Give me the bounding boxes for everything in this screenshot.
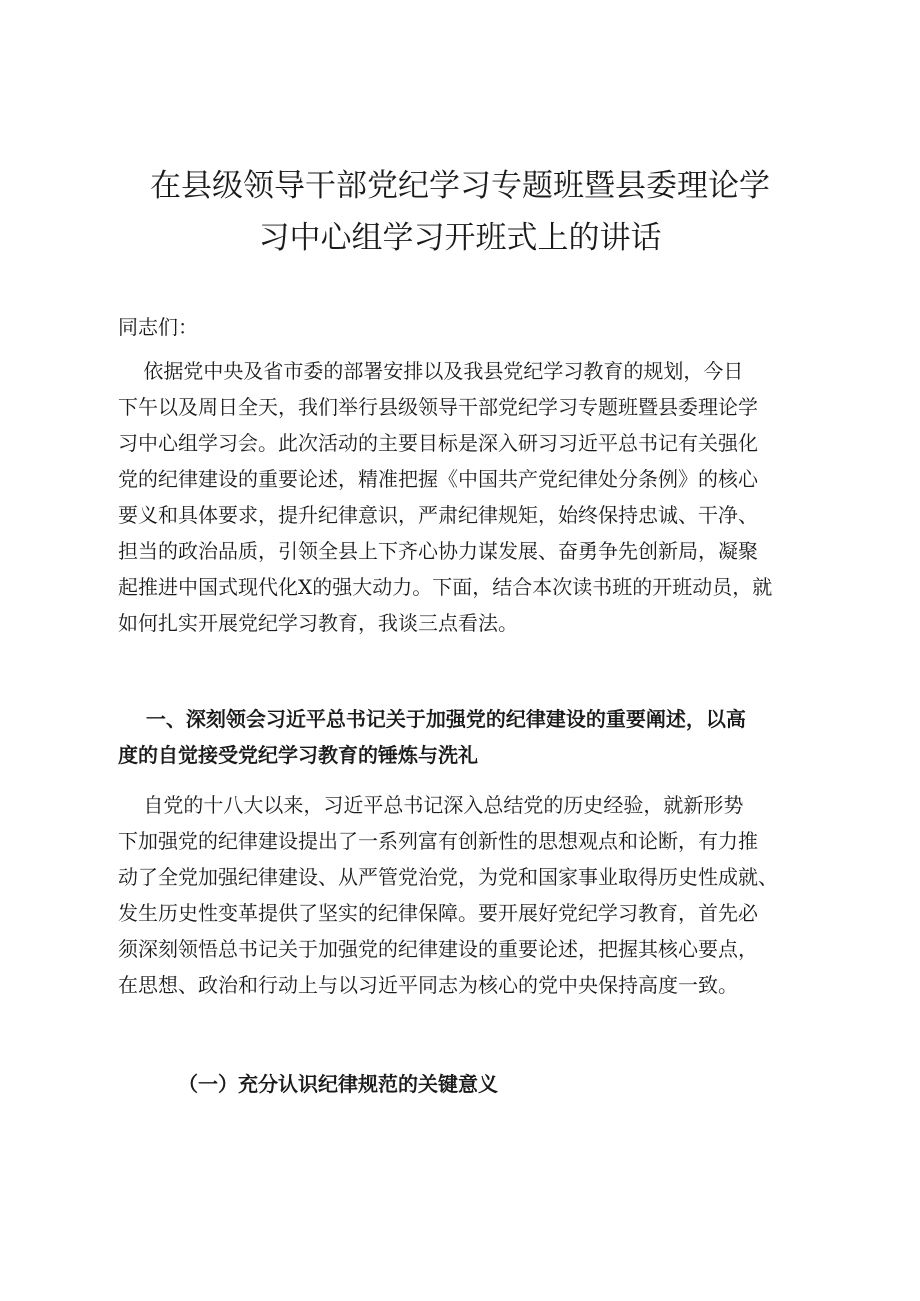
paragraph-line: 下午以及周日全天，我们举行县级领导干部党纪学习专题班暨县委理论学 xyxy=(118,395,758,419)
section-heading-1 xyxy=(118,701,818,773)
paragraph-line: 动了全党加强纪律建设、从严管党治党，为党和国家事业取得历史性成就、 xyxy=(118,865,778,889)
paragraph-line: 发生历史性变革提供了坚实的纪律保障。要开展好党纪学习教育，首先必 xyxy=(118,901,758,925)
paragraph-intro xyxy=(118,353,818,641)
paragraph-line: 起推进中国式现代化X的强大动力。下面，结合本次读书班的开班动员，就 xyxy=(118,575,773,599)
paragraph-line: 下加强党的纪律建设提出了一系列富有创新性的思想观点和论断，有力推 xyxy=(118,829,758,853)
subsection-heading-1 xyxy=(178,1066,778,1102)
subheading-text: （一）充分认识纪律规范的关键意义 xyxy=(178,1072,498,1096)
paragraph-line: 自党的十八大以来，习近平总书记深入总结党的历史经验，就新形势 xyxy=(118,793,744,817)
title-line-2: 习中心组学习开班式上的讲话 xyxy=(258,220,662,256)
paragraph-line: 如何扎实开展党纪学习教育，我谈三点看法。 xyxy=(118,611,518,635)
paragraph-line: 依据党中央及省市委的部署安排以及我县党纪学习教育的规划，今日 xyxy=(118,359,744,383)
paragraph-line: 党的纪律建设的重要论述，精准把握《中国共产党纪律处分条例》的核心 xyxy=(118,467,758,491)
heading-line: 度的自觉接受党纪学习教育的锤炼与洗礼 xyxy=(118,743,478,767)
document-title xyxy=(100,160,820,264)
paragraph-line: 习中心组学习会。此次活动的主要目标是深入研习习近平总书记有关强化 xyxy=(118,431,758,455)
title-line-1: 在县级领导干部党纪学习专题班暨县委理论学 xyxy=(150,168,770,204)
paragraph-line: 要义和具体要求，提升纪律意识，严肃纪律规矩，始终保持忠诚、干净、 xyxy=(118,503,758,527)
paragraph-line: 在思想、政治和行动上与以习近平同志为核心的党中央保持高度一致。 xyxy=(118,973,738,997)
heading-line: 一、深刻领会习近平总书记关于加强党的纪律建设的重要阐述，以高 xyxy=(118,707,746,731)
paragraph-line: 担当的政治品质，引领全县上下齐心协力谋发展、奋勇争先创新局，凝聚 xyxy=(118,539,758,563)
salutation xyxy=(118,309,818,345)
salutation-text: 同志们： xyxy=(118,315,198,339)
paragraph-section-1 xyxy=(118,787,818,1003)
paragraph-line: 须深刻领悟总书记关于加强党的纪律建设的重要论述，把握其核心要点， xyxy=(118,937,758,961)
